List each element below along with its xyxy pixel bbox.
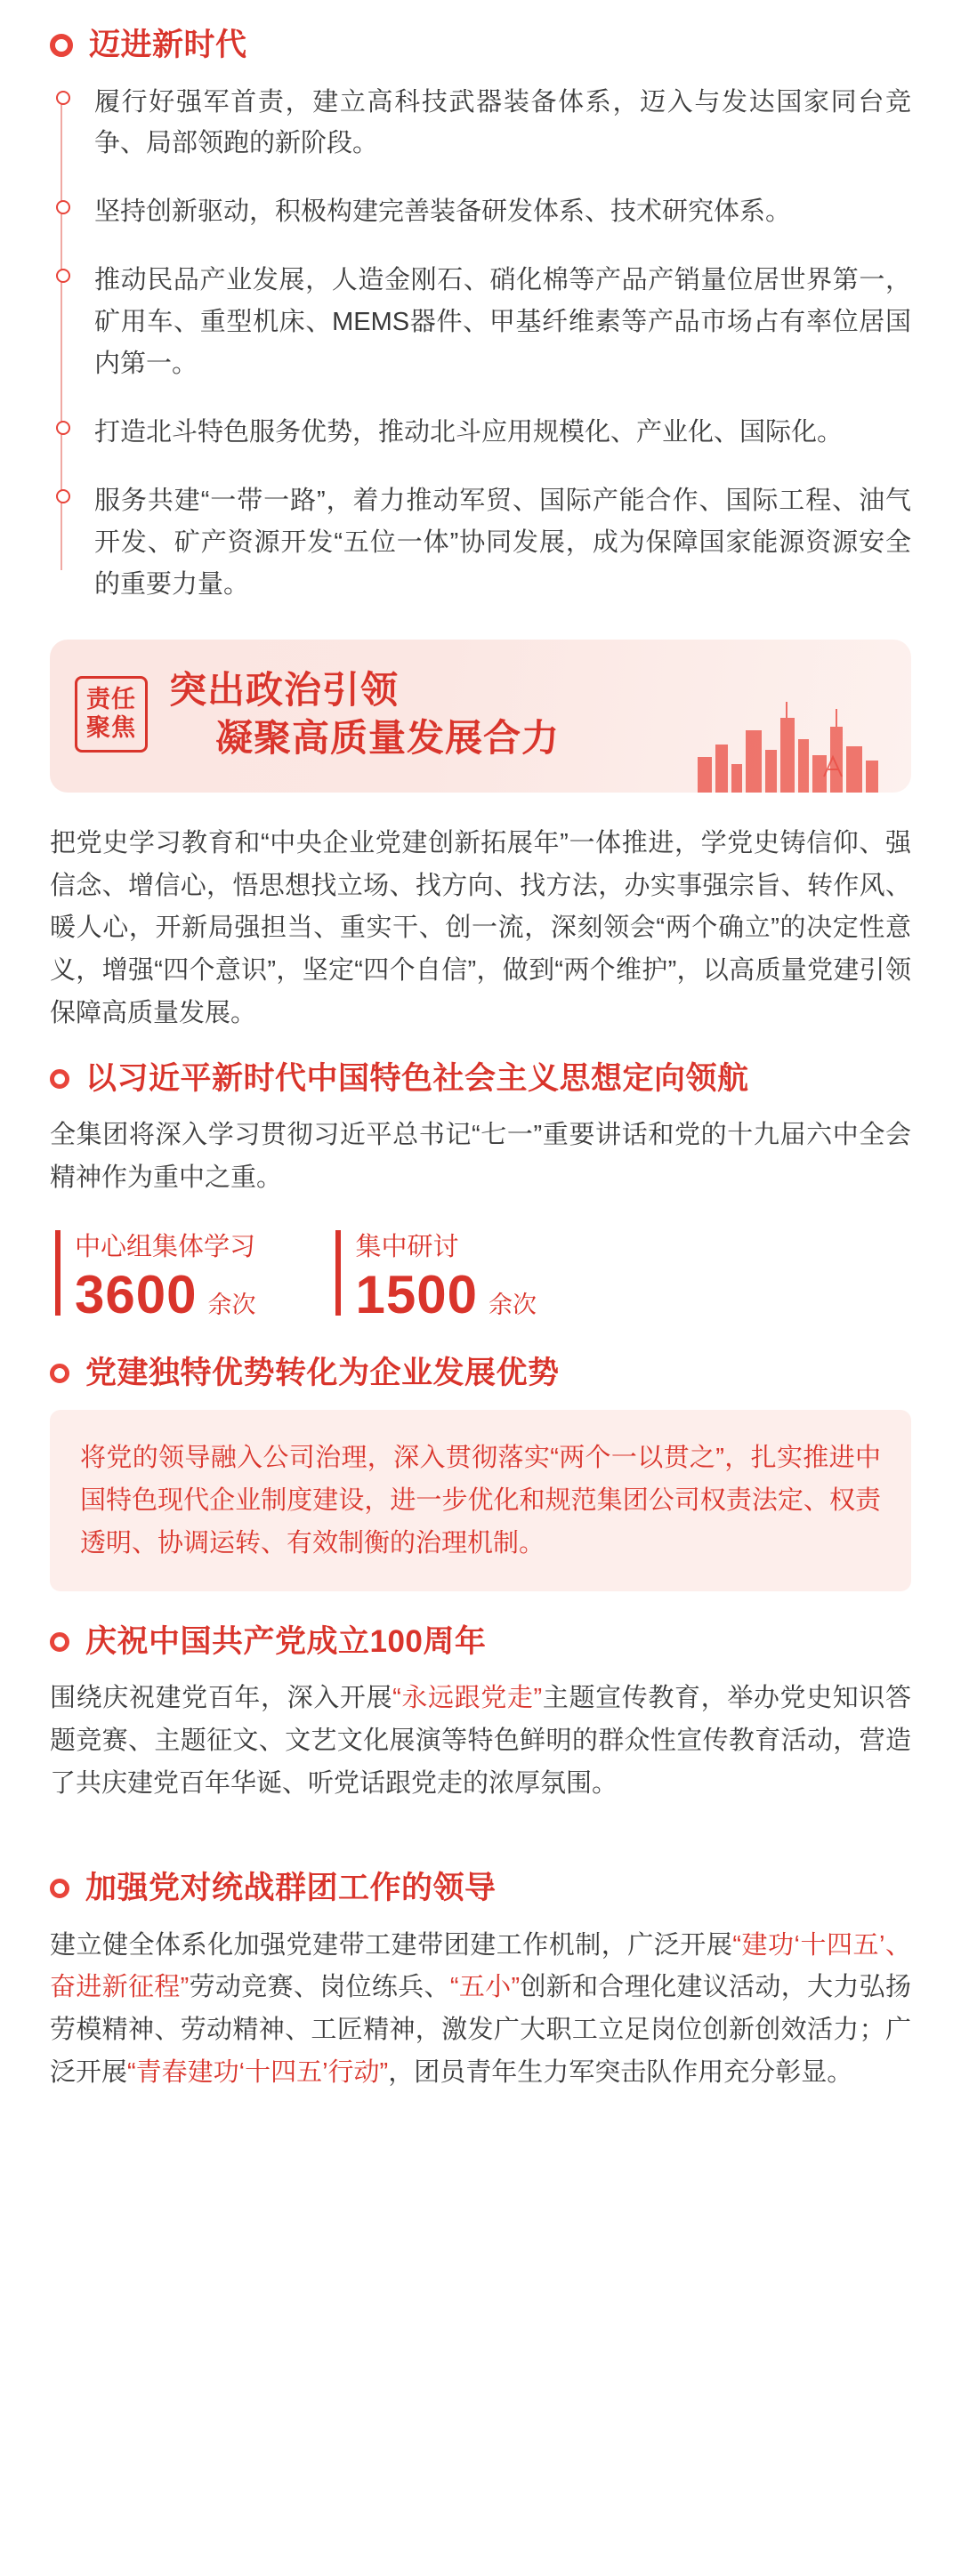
plain-text: 建立健全体系化加强党建带工建带团建工作机制，广泛开展 bbox=[50, 1930, 733, 1960]
stat-value: 1500 bbox=[355, 1265, 478, 1325]
responsibility-focus-badge bbox=[75, 676, 148, 753]
callout-box bbox=[50, 1410, 911, 1591]
stat-card bbox=[55, 1227, 255, 1323]
bullet-ring-icon bbox=[50, 1364, 69, 1383]
section-title: 以习近平新时代中国特色社会主义思想定向领航 bbox=[85, 1060, 749, 1096]
block-paragraph: 全集团将深入学习贯彻习近平总书记“七一”重要讲话和党的十九届六中全会精神作为重中之重。 bbox=[50, 1121, 911, 1193]
rich-paragraph-united-front bbox=[50, 1925, 911, 2095]
plain-text: 劳动竞赛、岗位练兵、 bbox=[189, 1973, 450, 2002]
banner-title-line-1: 突出政治引领 bbox=[169, 669, 400, 712]
section-heading-united-front bbox=[50, 1868, 911, 1909]
section-heading-anniversary bbox=[50, 1622, 911, 1662]
highlighted-text: “五小” bbox=[449, 1973, 521, 2002]
highlighted-text: “建功‘十四五’、奋进新征程” bbox=[50, 1930, 911, 2002]
list-item bbox=[94, 82, 911, 165]
highlighted-text: “永远跟党走” bbox=[392, 1684, 543, 1713]
list-item-text: 服务共建“一带一路”，着力推动军贸、国际产能合作、国际工程、油气开发、矿产资源开发“五位一体”协同发展，成为保障国家能源资源安全的重要力量。 bbox=[94, 487, 911, 600]
stats-row bbox=[55, 1227, 911, 1323]
plain-text: 主题宣传教育，举办党史知识答题竞赛、主题征文、文艺文化展演等特色鲜明的群众性宣传教育活动，营造了共庆建党百年华诞、听党话跟党走的浓厚氛围。 bbox=[50, 1684, 911, 1799]
section-heading-thought-navigation bbox=[50, 1059, 911, 1099]
section-title: 迈进新时代 bbox=[89, 28, 247, 62]
list-item-text: 履行好强军首责，建立高科技武器装备体系，迈入与发达国家同台竞争、局部领跑的新阶段。 bbox=[94, 87, 911, 158]
section-title: 庆祝中国共产党成立100周年 bbox=[85, 1623, 487, 1659]
list-item bbox=[94, 412, 911, 454]
timeline-list bbox=[61, 82, 911, 607]
plain-text: ，团员青年生力军突击队作用充分彰显。 bbox=[388, 2058, 853, 2088]
plain-text: 创新和合理化建议活动，大力弘扬劳模精神、劳动精神、工匠精神，激发广大职工立足岗位创新创效活力；广泛开展 bbox=[50, 1973, 911, 2088]
intro-paragraph: 把党史学习教育和“中央企业党建创新拓展年”一体推进，学党史铸信仰、强信念、增信心，悟思想找立场、找方向、找方法，办实事强宗旨、转作风、暖人心，开新局强担当、重实干、创一流，深刻领会“两个确立”的决定性意义，增强“四个意识”，坚定“四个自信”，做到“两个维护”，以高质量党建引领保障高质量发展。 bbox=[50, 828, 911, 1028]
bullet-ring-icon bbox=[50, 34, 73, 57]
stat-label: 集中研讨 bbox=[355, 1233, 459, 1262]
list-item-text: 打造北斗特色服务优势，推动北斗应用规模化、产业化、国际化。 bbox=[94, 418, 844, 447]
banner-title-line-2: 凝聚高质量发展合力 bbox=[215, 716, 561, 759]
list-item-text: 推动民品产业发展，人造金刚石、硝化棉等产品产销量位居世界第一，矿用车、重型机床、MEMS器件、甲基纤维素等产品市场占有率位居国内第一。 bbox=[94, 266, 911, 379]
list-item bbox=[94, 480, 911, 606]
city-skyline-icon bbox=[690, 695, 895, 793]
stat-unit: 余次 bbox=[488, 1292, 537, 1319]
stat-unit: 余次 bbox=[207, 1292, 256, 1319]
bullet-ring-icon bbox=[50, 1879, 69, 1898]
section-heading-new-era bbox=[50, 25, 911, 66]
highlighted-text: “青春建功‘十四五’行动” bbox=[127, 2058, 389, 2088]
rich-paragraph-anniversary bbox=[50, 1678, 911, 1806]
badge-line-1: 责任 bbox=[86, 686, 136, 713]
list-item-text: 坚持创新驱动，积极构建完善装备研发体系、技术研究体系。 bbox=[94, 197, 792, 227]
banner-title bbox=[169, 666, 560, 762]
list-item bbox=[94, 260, 911, 385]
focus-banner bbox=[50, 640, 911, 793]
section-title: 党建独特优势转化为企业发展优势 bbox=[85, 1356, 560, 1391]
stat-value: 3600 bbox=[75, 1265, 198, 1325]
list-item bbox=[94, 191, 911, 233]
bullet-ring-icon bbox=[50, 1632, 69, 1652]
spacer bbox=[50, 1829, 911, 1852]
callout-text: 将党的领导融入公司治理，深入贯彻落实“两个一以贯之”，扎实推进中国特色现代企业制度建设，进一步优化和规范集团公司权责法定、权责透明、协调运转、有效制衡的治理机制。 bbox=[80, 1443, 881, 1558]
bullet-ring-icon bbox=[50, 1069, 69, 1089]
section-heading-party-advantage bbox=[50, 1353, 911, 1394]
stat-label: 中心组集体学习 bbox=[75, 1233, 256, 1262]
plain-text: 围绕庆祝建党百年，深入开展 bbox=[50, 1684, 393, 1713]
stat-card bbox=[335, 1227, 536, 1323]
badge-line-2: 聚焦 bbox=[86, 713, 136, 741]
section-title: 加强党对统战群团工作的领导 bbox=[85, 1871, 497, 1905]
